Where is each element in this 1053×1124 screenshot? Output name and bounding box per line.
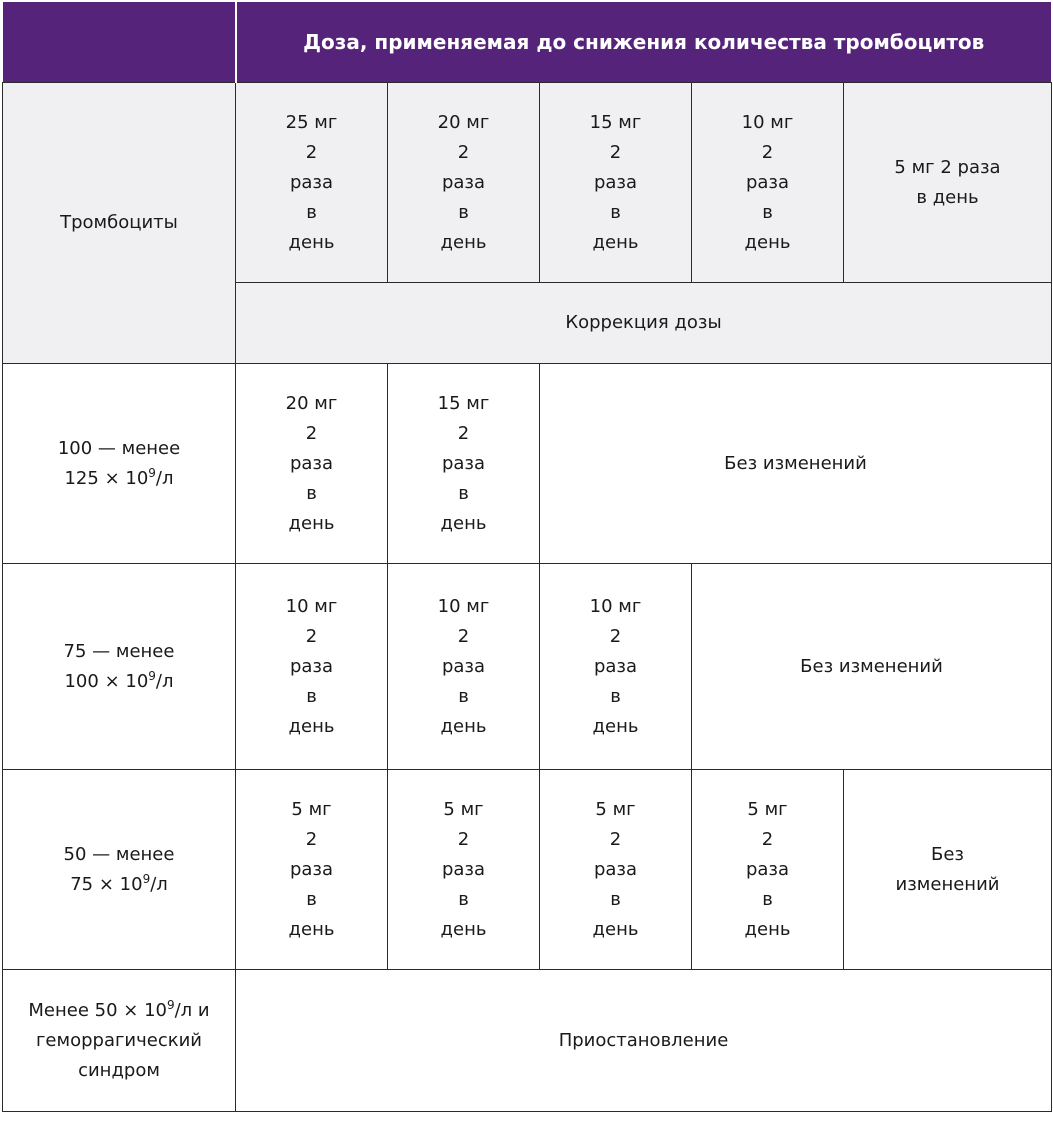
no-change-cell: Без изменений <box>692 564 1052 770</box>
platelet-range-label: Менее $50 \times 10^9/л$ и геморрагический синдром <box>3 970 236 1112</box>
dose-cell: 10 мг 2 раза в день <box>540 564 692 770</box>
platelet-range-label: 100 — менее $125 \times 10^9/л$ <box>3 364 236 564</box>
dose-cell-25mg: 25 мг 2 раза в день <box>236 83 388 283</box>
dose-cell-20mg: 20 мг 2 раза в день <box>388 83 540 283</box>
suspend-cell: Приостановление <box>236 970 1052 1112</box>
no-change-cell: Без изменений <box>540 364 1052 564</box>
dose-correction-label: Коррекция дозы <box>236 283 1052 364</box>
platelets-header: Тромбоциты <box>3 83 236 364</box>
no-change-cell: Без изменений <box>844 770 1052 970</box>
dose-cell-5mg: 5 мг 2 раза в день <box>844 83 1052 283</box>
table-row <box>3 970 1052 1112</box>
dose-cell: 5 мг 2 раза в день <box>236 770 388 970</box>
platelet-range-label: 75 — менее $100 \times 10^9/л$ <box>3 564 236 770</box>
dose-cell: 10 мг 2 раза в день <box>236 564 388 770</box>
table-row <box>3 364 1052 564</box>
dose-cell: 5 мг 2 раза в день <box>388 770 540 970</box>
dose-cell: 15 мг 2 раза в день <box>388 364 540 564</box>
table-title: Доза, применяемая до снижения количества тромбоцитов <box>236 2 1052 83</box>
dose-table <box>2 1 1052 1112</box>
dose-cell: 10 мг 2 раза в день <box>388 564 540 770</box>
dose-cell-10mg: 10 мг 2 раза в день <box>692 83 844 283</box>
header-corner <box>3 2 236 83</box>
platelet-range-label: 50 — менее $75 \times 10^9/л$ <box>3 770 236 970</box>
table-row <box>3 564 1052 770</box>
initial-dose-row <box>3 83 1052 283</box>
table-row <box>3 770 1052 970</box>
header-row <box>3 2 1052 83</box>
dose-cell: 5 мг 2 раза в день <box>692 770 844 970</box>
dose-cell-15mg: 15 мг 2 раза в день <box>540 83 692 283</box>
dose-cell: 5 мг 2 раза в день <box>540 770 692 970</box>
dose-cell: 20 мг 2 раза в день <box>236 364 388 564</box>
